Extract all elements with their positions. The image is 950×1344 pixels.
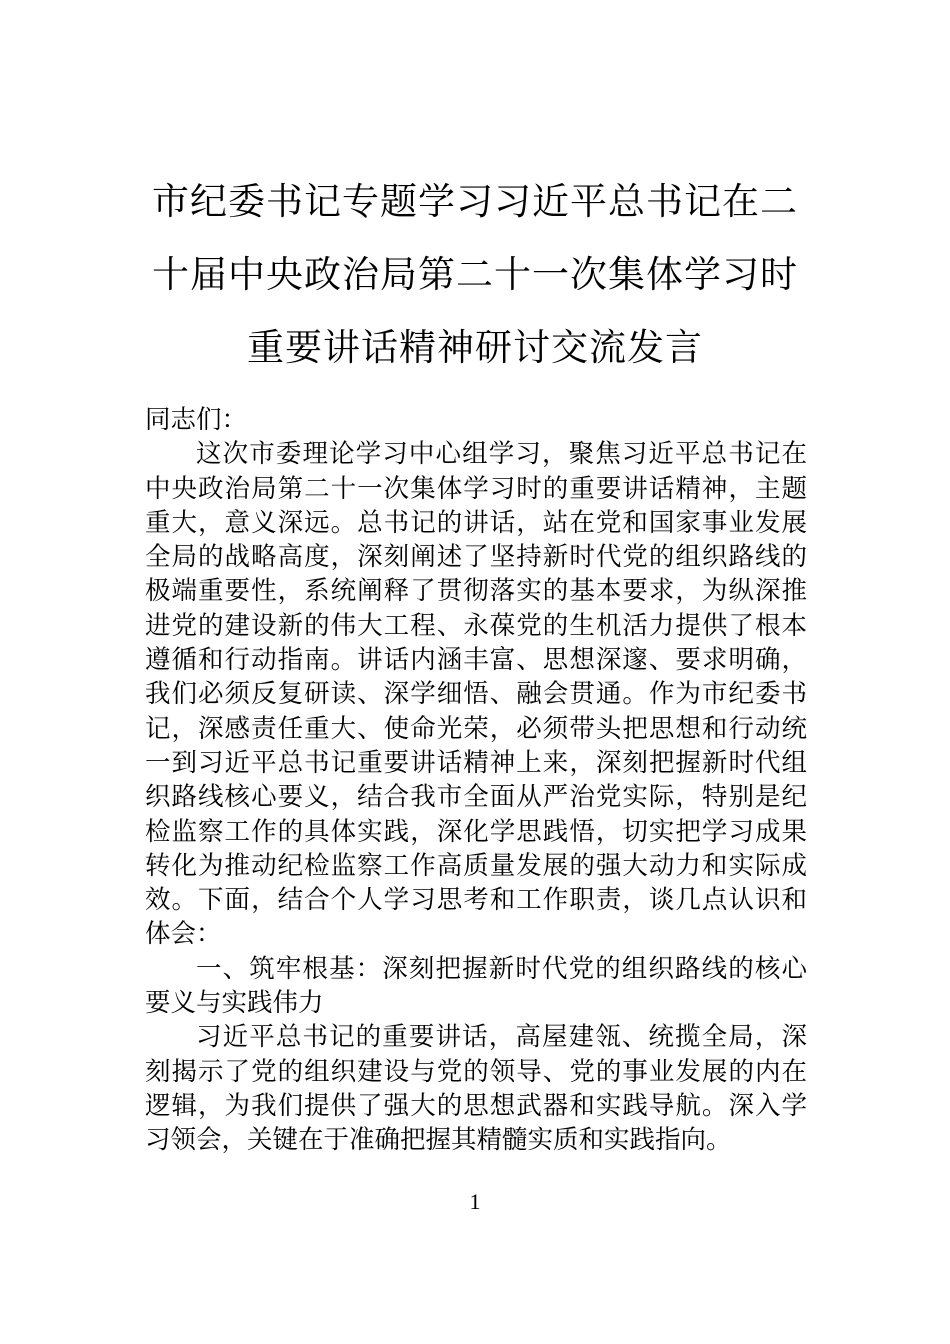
salutation: 同志们：: [145, 405, 248, 435]
paragraph-section-1: 习近平总书记的重要讲话，高屋建瓴、统揽全局，深刻揭示了党的组织建设与党的领导、党的事业发展的内在逻辑，为我们提供了强大的思想武器和实践导航。深入学习领会，关键在于准确把握其精髓实质和实践指向。: [145, 1022, 807, 1156]
document-body: [145, 403, 807, 1158]
section-heading-1: 一、筑牢根基：深刻把握新时代党的组织路线的核心要义与实践伟力: [145, 953, 807, 1019]
paragraph-intro: 这次市委理论学习中心组学习，聚焦习近平总书记在中央政治局第二十一次集体学习时的重要讲话精神，主题重大，意义深远。总书记的讲话，站在党和国家事业发展全局的战略高度，深刻阐述了坚持新时代党的组织路线的极端重要性，系统阐释了贯彻落实的基本要求，为纵深推进党的建设新的伟大工程、永葆党的生机活力提供了根本遵循和行动指南。讲话内涵丰富、思想深邃、要求明确，我们必须反复研读、深学细悟、融会贯通。作为市纪委书记，深感责任重大、使命光荣，必须带头把思想和行动统一到习近平总书记重要讲话精神上来，深刻把握新时代组织路线核心要义，结合我市全面从严治党实际，特别是纪检监察工作的具体实践，深化学思践悟，切实把学习成果转化为推动纪检监察工作高质量发展的强大动力和实际成效。下面，结合个人学习思考和工作职责，谈几点认识和体会：: [145, 439, 807, 950]
page-number: 1: [469, 1189, 481, 1214]
document-title: 市纪委书记专题学习习近平总书记在二十届中央政治局第二十一次集体学习时重要讲话精神研讨交流发言: [152, 180, 798, 369]
